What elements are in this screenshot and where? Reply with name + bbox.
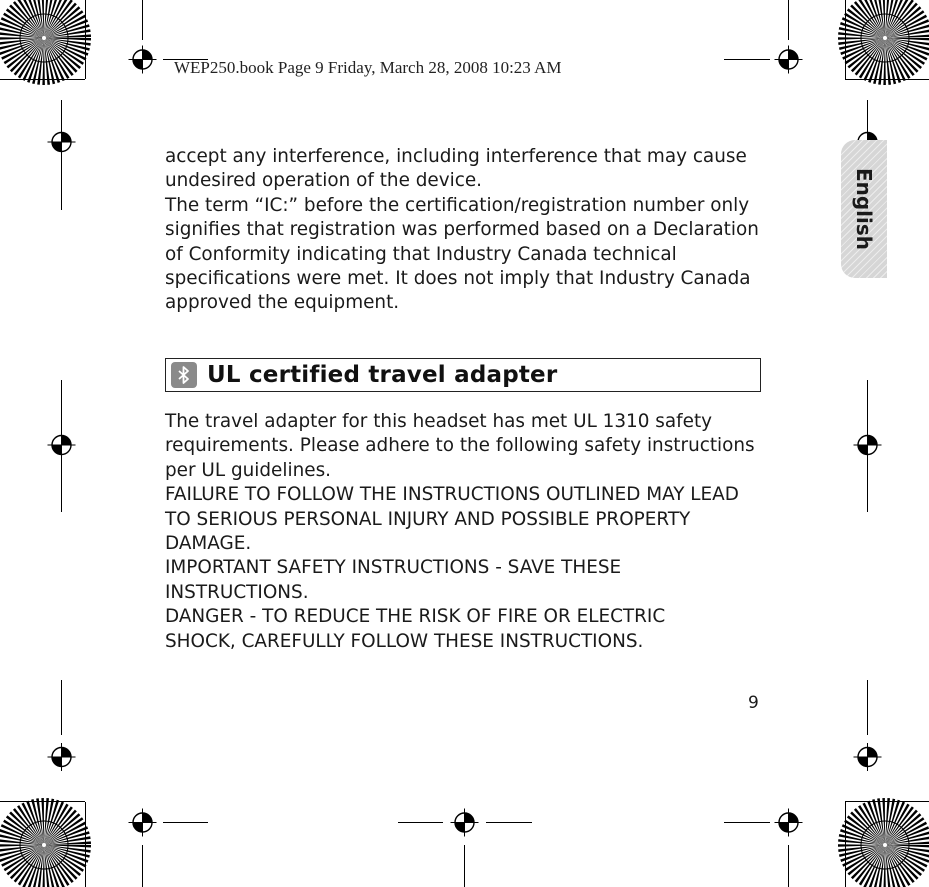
section-body xyxy=(165,410,755,654)
bluetooth-icon xyxy=(171,362,197,388)
text-line: accept any interference, including interference that may cause xyxy=(165,146,747,167)
text-line: TO SERIOUS PERSONAL INJURY AND POSSIBLE PROPERTY xyxy=(165,508,691,530)
text-line: per UL guidelines. xyxy=(165,459,331,481)
paragraph xyxy=(165,556,755,605)
text-line: signifies that registration was performed based on a Declaration xyxy=(165,219,759,241)
text-line: The travel adapter for this headset has met UL 1310 safety xyxy=(165,411,713,432)
text-line: FAILURE TO FOLLOW THE INSTRUCTIONS OUTLINED MAY LEAD xyxy=(165,484,739,506)
paragraph xyxy=(165,145,759,194)
paragraph xyxy=(165,605,755,654)
running-header: WEP250.book Page 9 Friday, March 28, 2008 10:23 AM xyxy=(174,58,562,77)
text-line: approved the equipment. xyxy=(165,292,400,314)
text-line: The term “IC:” before the certification/registration number only xyxy=(165,194,750,216)
page-number: 9 xyxy=(748,693,759,713)
text-line: DAMAGE. xyxy=(165,533,252,555)
section-title: UL certified travel adapter xyxy=(207,362,558,388)
text-line: IMPORTANT SAFETY INSTRUCTIONS - SAVE THESE xyxy=(165,557,622,579)
text-line: of Conformity indicating that Industry Canada technical xyxy=(165,243,677,265)
paragraph xyxy=(165,194,759,316)
text-line: specifications were met. It does not imply that Industry Canada xyxy=(165,268,751,290)
text-line: undesired operation of the device. xyxy=(165,170,482,192)
text-line: requirements. Please adhere to the following safety instructions xyxy=(165,435,755,457)
text-line: DANGER - TO REDUCE THE RISK OF FIRE OR ELECTRIC xyxy=(165,606,666,628)
text-line: INSTRUCTIONS. xyxy=(165,581,309,603)
text-line: SHOCK, CAREFULLY FOLLOW THESE INSTRUCTIONS. xyxy=(165,630,644,652)
paragraph xyxy=(165,483,755,556)
section-heading xyxy=(165,358,761,392)
intro-text xyxy=(165,145,759,316)
language-tab-label: English xyxy=(852,167,876,251)
paragraph xyxy=(165,410,755,483)
